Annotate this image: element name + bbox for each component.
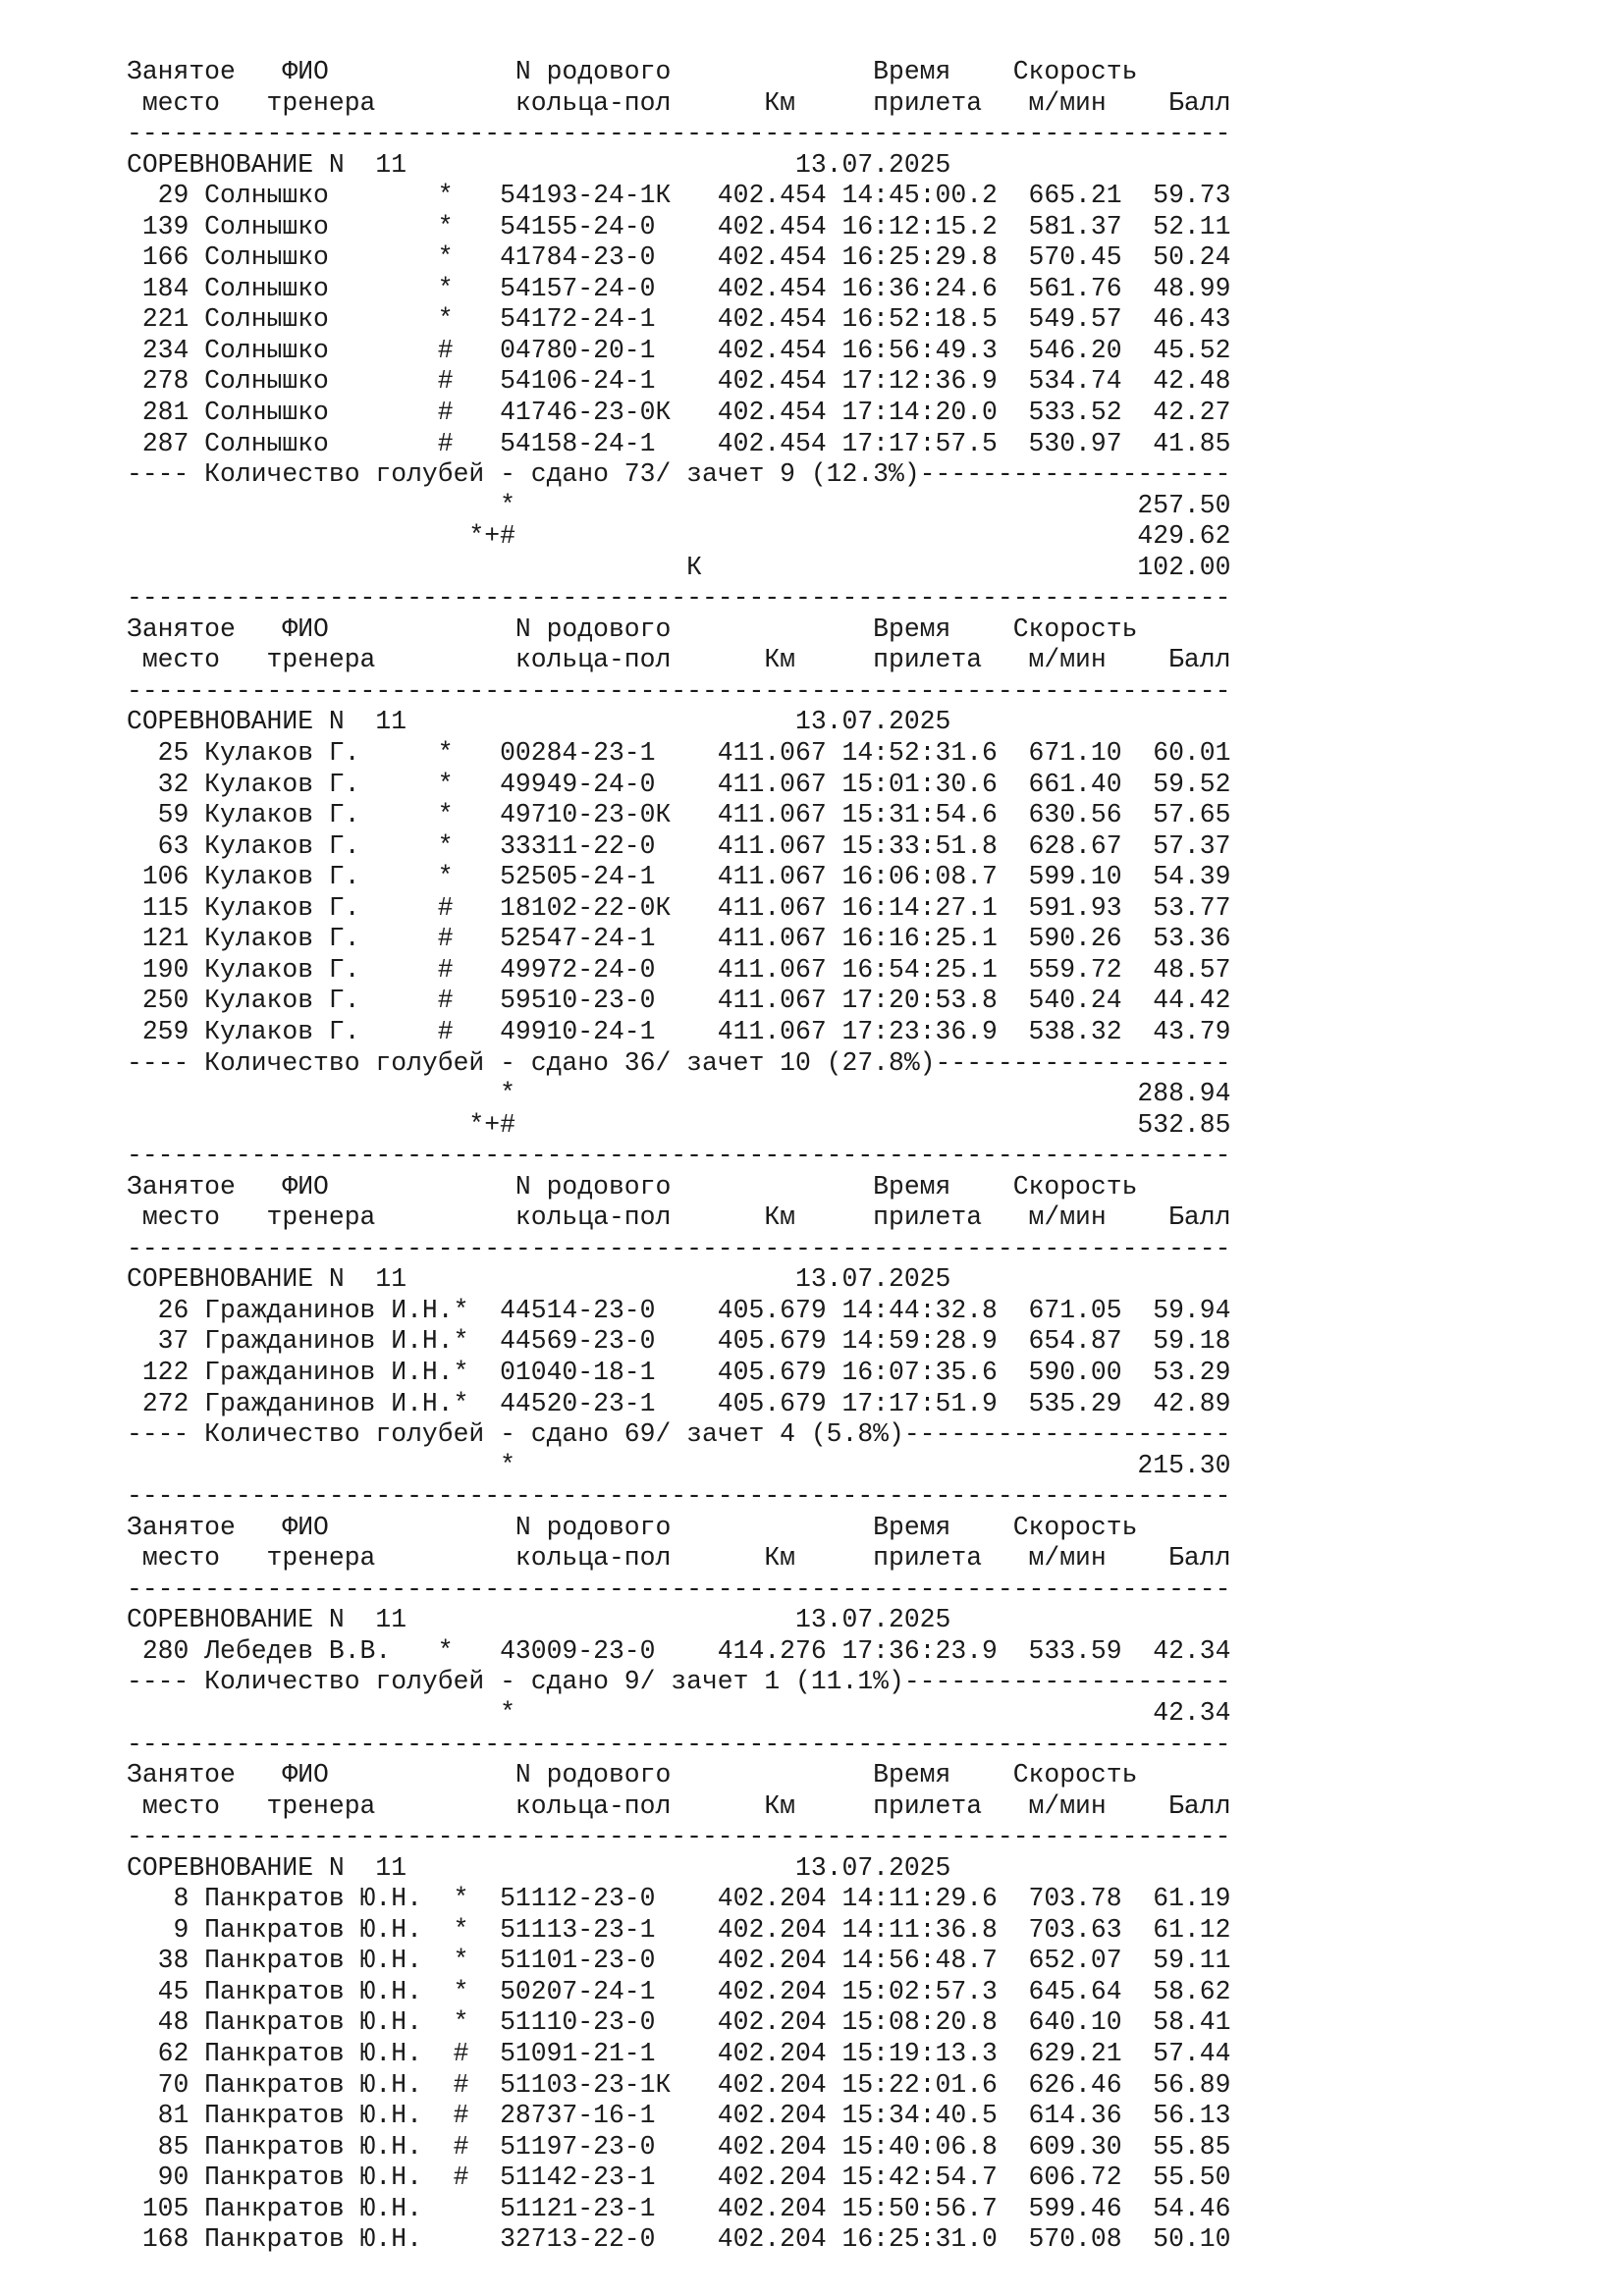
result-row: 139 Солнышко * 54155-24-0 402.454 16:12:15.2 581.37 52.11 (127, 211, 1231, 241)
result-row: 259 Кулаков Г. # 49910-24-1 411.067 17:23:36.9 538.32 43.79 (127, 1016, 1231, 1046)
results-report (127, 57, 1501, 2256)
result-row: 272 Гражданинов И.Н.* 44520-23-1 405.679 17:17:51.9 535.29 42.89 (127, 1388, 1231, 1418)
result-row: 168 Панкратов Ю.Н. 32713-22-0 402.204 16:25:31.0 570.08 50.10 (127, 2224, 1231, 2255)
column-header: место тренера кольца-пол Км прилета м/мин Балл (127, 1202, 1231, 1233)
points-total: *+# 532.85 (127, 1109, 1231, 1140)
separator-rule: ----------------------------------------------------------------------- (127, 1729, 1231, 1759)
result-row: 90 Панкратов Ю.Н. # 51142-23-1 402.204 15:42:54.7 606.72 55.50 (127, 2163, 1231, 2193)
result-row: 121 Кулаков Г. # 52547-24-1 411.067 16:16:25.1 590.26 53.36 (127, 924, 1231, 954)
pigeon-count-summary: ---- Количество голубей - сдано 73/ зачет 9 (12.3%)-------------------- (127, 459, 1231, 490)
result-row: 278 Солнышко # 54106-24-1 402.454 17:12:36.9 534.74 42.48 (127, 366, 1231, 397)
points-total: * 42.34 (127, 1697, 1231, 1728)
result-row: 25 Кулаков Г. * 00284-23-1 411.067 14:52:31.6 671.10 60.01 (127, 738, 1231, 769)
column-header: место тренера кольца-пол Км прилета м/мин Балл (127, 645, 1231, 675)
separator-rule: ----------------------------------------------------------------------- (127, 119, 1231, 149)
points-total: * 257.50 (127, 490, 1231, 520)
column-header: Занятое ФИО N родового Время Скорость (127, 614, 1138, 644)
separator-rule: ----------------------------------------------------------------------- (127, 675, 1231, 706)
result-row: 45 Панкратов Ю.Н. * 50207-24-1 402.204 15:02:57.3 645.64 58.62 (127, 1976, 1231, 2006)
column-header: место тренера кольца-пол Км прилета м/мин Балл (127, 87, 1231, 118)
result-row: 59 Кулаков Г. * 49710-23-0К 411.067 15:31:54.6 630.56 57.65 (127, 800, 1231, 830)
column-header: Занятое ФИО N родового Время Скорость (127, 57, 1138, 86)
points-total: * 288.94 (127, 1079, 1231, 1109)
result-row: 81 Панкратов Ю.Н. # 28737-16-1 402.204 15:34:40.5 614.36 56.13 (127, 2101, 1231, 2131)
points-total: *+# 429.62 (127, 521, 1231, 552)
result-row: 250 Кулаков Г. # 59510-23-0 411.067 17:20:53.8 540.24 44.42 (127, 986, 1231, 1016)
pigeon-count-summary: ---- Количество голубей - сдано 36/ зачет 10 (27.8%)------------------- (127, 1047, 1231, 1078)
result-row: 37 Гражданинов И.Н.* 44569-23-0 405.679 14:59:28.9 654.87 59.18 (127, 1326, 1231, 1357)
result-row: 115 Кулаков Г. # 18102-22-0К 411.067 16:14:27.1 591.93 53.77 (127, 892, 1231, 923)
column-header: Занятое ФИО N родового Время Скорость (127, 1760, 1138, 1790)
result-row: 85 Панкратов Ю.Н. # 51197-23-0 402.204 15:40:06.8 609.30 55.85 (127, 2131, 1231, 2162)
result-row: 234 Солнышко # 04780-20-1 402.454 16:56:49.3 546.20 45.52 (127, 335, 1231, 365)
result-row: 221 Солнышко * 54172-24-1 402.454 16:52:18.5 549.57 46.43 (127, 304, 1231, 335)
separator-rule: ----------------------------------------------------------------------- (127, 1141, 1231, 1171)
competition-header: СОРЕВНОВАНИЕ N 11 13.07.2025 (127, 1264, 951, 1295)
column-header: Занятое ФИО N родового Время Скорость (127, 1512, 1138, 1542)
result-row: 105 Панкратов Ю.Н. 51121-23-1 402.204 15:50:56.7 599.46 54.46 (127, 2193, 1231, 2223)
competition-header: СОРЕВНОВАНИЕ N 11 13.07.2025 (127, 1605, 951, 1635)
result-row: 62 Панкратов Ю.Н. # 51091-21-1 402.204 15:19:13.3 629.21 57.44 (127, 2039, 1231, 2068)
result-row: 122 Гражданинов И.Н.* 01040-18-1 405.679 16:07:35.6 590.00 53.29 (127, 1357, 1231, 1387)
points-total: * 215.30 (127, 1450, 1231, 1480)
result-row: 38 Панкратов Ю.Н. * 51101-23-0 402.204 14:56:48.7 652.07 59.11 (127, 1946, 1231, 1976)
points-total: К 102.00 (127, 552, 1231, 582)
result-row: 106 Кулаков Г. * 52505-24-1 411.067 16:06:08.7 599.10 54.39 (127, 862, 1231, 892)
competition-header: СОРЕВНОВАНИЕ N 11 13.07.2025 (127, 707, 951, 737)
separator-rule: ----------------------------------------------------------------------- (127, 583, 1231, 614)
separator-rule: ----------------------------------------------------------------------- (127, 1481, 1231, 1512)
result-row: 8 Панкратов Ю.Н. * 51112-23-0 402.204 14:11:29.6 703.78 61.19 (127, 1884, 1231, 1914)
column-header: место тренера кольца-пол Км прилета м/мин Балл (127, 1790, 1231, 1821)
result-row: 166 Солнышко * 41784-23-0 402.454 16:25:29.8 570.45 50.24 (127, 242, 1231, 273)
competition-header: СОРЕВНОВАНИЕ N 11 13.07.2025 (127, 1852, 951, 1883)
separator-rule: ----------------------------------------------------------------------- (127, 1822, 1231, 1852)
result-row: 29 Солнышко * 54193-24-1К 402.454 14:45:00.2 665.21 59.73 (127, 181, 1231, 211)
pigeon-count-summary: ---- Количество голубей - сдано 69/ зачет 4 (5.8%)--------------------- (127, 1419, 1231, 1450)
competition-header: СОРЕВНОВАНИЕ N 11 13.07.2025 (127, 149, 951, 180)
column-header: Занятое ФИО N родового Время Скорость (127, 1171, 1138, 1201)
result-row: 287 Солнышко # 54158-24-1 402.454 17:17:57.5 530.97 41.85 (127, 428, 1231, 458)
result-row: 48 Панкратов Ю.Н. * 51110-23-0 402.204 15:08:20.8 640.10 58.41 (127, 2007, 1231, 2038)
result-row: 190 Кулаков Г. # 49972-24-0 411.067 16:54:25.1 559.72 48.57 (127, 954, 1231, 985)
pigeon-count-summary: ---- Количество голубей - сдано 9/ зачет 1 (11.1%)--------------------- (127, 1667, 1231, 1697)
separator-rule: ----------------------------------------------------------------------- (127, 1574, 1231, 1604)
result-row: 280 Лебедев В.В. * 43009-23-0 414.276 17:36:23.9 533.59 42.34 (127, 1635, 1231, 1666)
result-row: 184 Солнышко * 54157-24-0 402.454 16:36:24.6 561.76 48.99 (127, 273, 1231, 303)
result-row: 63 Кулаков Г. * 33311-22-0 411.067 15:33:51.8 628.67 57.37 (127, 830, 1231, 861)
result-row: 26 Гражданинов И.Н.* 44514-23-0 405.679 14:44:32.8 671.05 59.94 (127, 1295, 1231, 1325)
separator-rule: ----------------------------------------------------------------------- (127, 1233, 1231, 1263)
column-header: место тренера кольца-пол Км прилета м/мин Балл (127, 1543, 1231, 1574)
result-row: 32 Кулаков Г. * 49949-24-0 411.067 15:01:30.6 661.40 59.52 (127, 769, 1231, 799)
result-row: 281 Солнышко # 41746-23-0К 402.454 17:14:20.0 533.52 42.27 (127, 398, 1231, 428)
result-row: 70 Панкратов Ю.Н. # 51103-23-1К 402.204 15:22:01.6 626.46 56.89 (127, 2069, 1231, 2100)
result-row: 9 Панкратов Ю.Н. * 51113-23-1 402.204 14:11:36.8 703.63 61.12 (127, 1914, 1231, 1945)
